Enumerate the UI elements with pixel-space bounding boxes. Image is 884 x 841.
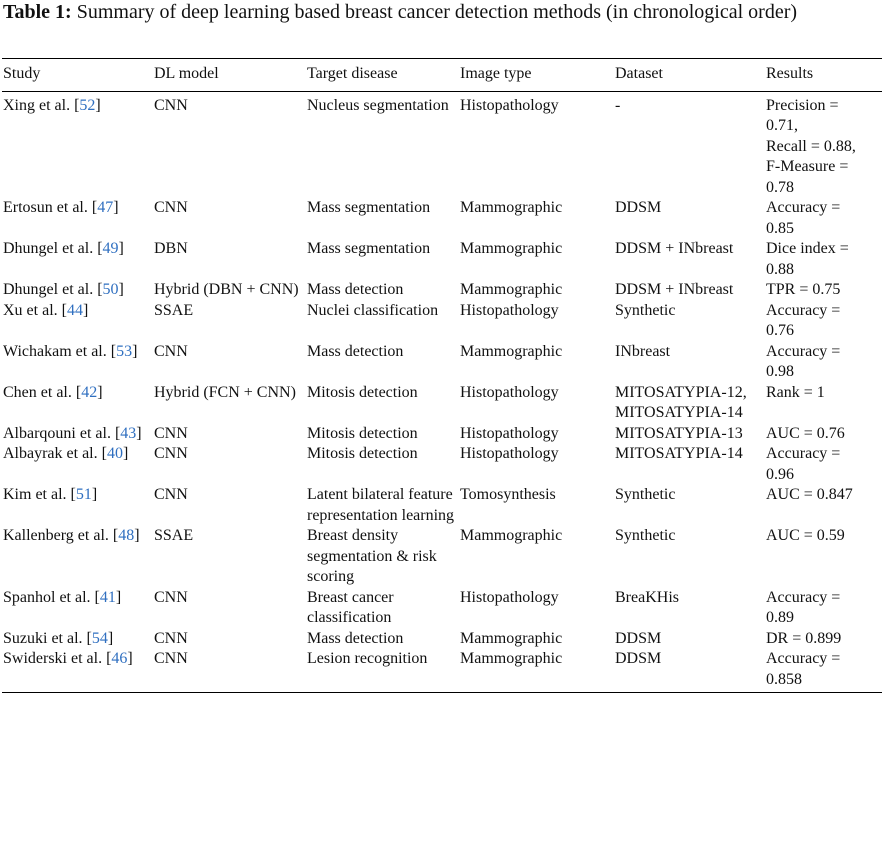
cell-dl-model: CNN	[154, 96, 188, 114]
table-row	[2, 342, 882, 383]
cell-image-type: Mammographic	[460, 629, 563, 647]
cell-results: AUC = 0.76	[766, 424, 845, 442]
cell-target-disease: Mass detection	[307, 342, 404, 360]
reference-close-bracket: ]	[118, 281, 124, 298]
cell-results: AUC = 0.59	[766, 527, 845, 544]
study-name: Dhungel et al. [	[3, 281, 103, 298]
study-name: Xu et al. [	[3, 301, 67, 319]
table-row	[2, 629, 882, 650]
cell-target-disease: Latent bilateral feature representation learning	[307, 486, 455, 524]
study-name: Albayrak et al. [	[3, 445, 107, 462]
study-name: Suzuki et al. [	[3, 629, 92, 647]
cell-study	[2, 383, 153, 424]
cell-study	[2, 91, 153, 198]
reference-close-bracket: ]	[134, 527, 140, 544]
study-name: Spanhol et al. [	[3, 588, 100, 606]
reference-link[interactable]: 54	[91, 629, 108, 647]
table-row	[2, 239, 882, 280]
cell-target-disease: Breast density segmentation & risk scoring	[307, 527, 437, 585]
cell-dl-model: DBN	[154, 240, 188, 257]
table-row	[2, 301, 882, 342]
cell-target-disease: Lesion recognition	[307, 650, 428, 667]
study-name: Swiderski et al. [	[3, 650, 112, 667]
cell-study	[2, 649, 153, 693]
cell-dataset: DDSM	[615, 629, 662, 647]
cell-target-disease: Mass segmentation	[307, 240, 431, 257]
reference-link[interactable]: 40	[106, 445, 123, 462]
reference-close-bracket: ]	[136, 424, 142, 442]
cell-dl-model: CNN	[154, 445, 188, 462]
cell-study	[2, 526, 153, 588]
table-row	[2, 485, 882, 526]
study-name: Wichakam et al. [	[3, 342, 117, 360]
cell-image-type: Histopathology	[460, 445, 559, 462]
table-row	[2, 526, 882, 588]
reference-link[interactable]: 47	[97, 199, 114, 216]
reference-close-bracket: ]	[82, 301, 89, 319]
cell-study	[2, 424, 153, 445]
reference-link[interactable]: 46	[111, 650, 128, 667]
reference-close-bracket: ]	[113, 199, 119, 216]
cell-dataset: MITOSATYPIA-13	[615, 424, 743, 442]
reference-link[interactable]: 52	[79, 96, 96, 114]
study-name: Dhungel et al. [	[3, 240, 103, 257]
cell-target-disease: Mitosis detection	[307, 445, 418, 462]
reference-link[interactable]: 41	[99, 588, 116, 606]
cell-results: Accuracy = 0.76	[766, 301, 841, 339]
cell-target-disease: Mass detection	[307, 629, 404, 647]
cell-study	[2, 342, 153, 383]
cell-target-disease: Mass detection	[307, 281, 404, 298]
study-name: Ertosun et al. [	[3, 199, 98, 216]
cell-results: Accuracy = 0.85	[766, 199, 841, 237]
cell-study	[2, 301, 153, 342]
reference-close-bracket: ]	[95, 96, 101, 114]
caption-text: Summary of deep learning based breast cancer detection methods (in chronological order)	[71, 1, 798, 23]
cell-dataset: Synthetic	[615, 527, 676, 544]
table-row	[2, 280, 882, 301]
cell-dataset: Synthetic	[615, 486, 676, 503]
cell-image-type: Mammographic	[460, 342, 563, 360]
table-row	[2, 444, 882, 485]
reference-close-bracket: ]	[115, 588, 122, 606]
cell-dataset: DDSM + INbreast	[615, 281, 734, 298]
table-header-row	[2, 59, 882, 92]
reference-close-bracket: ]	[122, 445, 129, 462]
cell-dl-model: SSAE	[154, 301, 194, 319]
caption-label: Table 1:	[3, 1, 72, 23]
reference-close-bracket: ]	[91, 486, 98, 503]
reference-link[interactable]: 43	[120, 424, 137, 442]
table-row	[2, 588, 882, 629]
reference-link[interactable]: 53	[116, 342, 133, 360]
cell-results: AUC = 0.847	[766, 486, 853, 503]
header-results: Results	[766, 65, 814, 82]
table-row	[2, 91, 882, 198]
cell-results: Rank = 1	[766, 383, 825, 401]
header-image-type: Image type	[460, 65, 532, 82]
cell-image-type: Histopathology	[460, 424, 559, 442]
reference-link[interactable]: 42	[81, 383, 98, 401]
cell-dataset: -	[615, 96, 621, 114]
cell-dl-model: CNN	[154, 342, 188, 360]
cell-target-disease: Nucleus segmentation	[307, 96, 449, 114]
cell-dl-model: SSAE	[154, 527, 194, 544]
table-row	[2, 198, 882, 239]
cell-dl-model: CNN	[154, 629, 188, 647]
cell-results: Precision = 0.71, Recall = 0.88, F-Measure = 0.78	[766, 96, 856, 196]
cell-target-disease: Mass segmentation	[307, 199, 431, 216]
table-caption	[3, 1, 879, 24]
cell-results: TPR = 0.75	[766, 281, 841, 298]
cell-target-disease: Mitosis detection	[307, 383, 418, 401]
header-dataset: Dataset	[615, 65, 663, 82]
cell-image-type: Mammographic	[460, 281, 563, 298]
study-name: Chen et al. [	[3, 383, 82, 401]
cell-dl-model: Hybrid (FCN + CNN)	[154, 383, 296, 401]
cell-target-disease: Nuclei classification	[307, 301, 439, 319]
reference-link[interactable]: 49	[102, 240, 119, 257]
table-row	[2, 424, 882, 445]
cell-results: Accuracy = 0.96	[766, 445, 841, 483]
cell-study	[2, 629, 153, 650]
study-name: Kim et al. [	[3, 486, 76, 503]
reference-close-bracket: ]	[97, 383, 103, 401]
study-name: Xing et al. [	[3, 96, 80, 114]
cell-study	[2, 444, 153, 485]
cell-dataset: DDSM	[615, 199, 662, 216]
cell-image-type: Histopathology	[460, 96, 559, 114]
reference-close-bracket: ]	[118, 240, 124, 257]
cell-image-type: Mammographic	[460, 240, 563, 257]
cell-study	[2, 239, 153, 280]
cell-dataset: DDSM	[615, 650, 662, 667]
study-name: Albarqouni et al. [	[3, 424, 121, 442]
cell-target-disease: Mitosis detection	[307, 424, 418, 442]
cell-study	[2, 485, 153, 526]
cell-dl-model: Hybrid (DBN + CNN)	[154, 281, 299, 298]
study-name: Kallenberg et al. [	[3, 527, 119, 544]
cell-image-type: Mammographic	[460, 650, 563, 667]
cell-dl-model: CNN	[154, 424, 188, 442]
cell-dataset: BreaKHis	[615, 588, 679, 606]
reference-link[interactable]: 48	[118, 527, 135, 544]
cell-dataset: INbreast	[615, 342, 671, 360]
reference-close-bracket: ]	[107, 629, 114, 647]
cell-dataset: MITOSATYPIA-14	[615, 445, 743, 462]
header-study: Study	[3, 65, 41, 82]
cell-study	[2, 588, 153, 629]
table-row	[2, 649, 882, 693]
cell-dataset: DDSM + INbreast	[615, 240, 734, 257]
cell-dl-model: CNN	[154, 199, 188, 216]
table-body	[2, 91, 882, 693]
reference-close-bracket: ]	[132, 342, 138, 360]
header-dl-model: DL model	[154, 65, 219, 82]
reference-link[interactable]: 51	[75, 486, 92, 503]
cell-results: Dice index = 0.88	[766, 240, 849, 278]
cell-image-type: Mammographic	[460, 199, 563, 216]
cell-study	[2, 198, 153, 239]
header-target-disease: Target disease	[307, 65, 398, 82]
cell-dataset: MITOSATYPIA-12, MITOSATYPIA-14	[615, 383, 747, 421]
cell-results: DR = 0.899	[766, 629, 842, 647]
reference-link[interactable]: 44	[66, 301, 83, 319]
cell-image-type: Mammographic	[460, 527, 563, 544]
table-row	[2, 383, 882, 424]
reference-link[interactable]: 50	[102, 281, 119, 298]
cell-study	[2, 280, 153, 301]
cell-dataset: Synthetic	[615, 301, 676, 319]
cell-image-type: Tomosynthesis	[460, 486, 556, 503]
cell-results: Accuracy = 0.89	[766, 588, 841, 626]
summary-table	[2, 58, 882, 693]
cell-target-disease: Breast cancer classification	[307, 588, 394, 626]
cell-image-type: Histopathology	[460, 383, 559, 401]
cell-dl-model: CNN	[154, 588, 188, 606]
cell-dl-model: CNN	[154, 486, 188, 503]
reference-close-bracket: ]	[127, 650, 133, 667]
cell-image-type: Histopathology	[460, 301, 559, 319]
cell-dl-model: CNN	[154, 650, 188, 667]
cell-results: Accuracy = 0.858	[766, 650, 841, 688]
cell-results: Accuracy = 0.98	[766, 342, 841, 380]
cell-image-type: Histopathology	[460, 588, 559, 606]
